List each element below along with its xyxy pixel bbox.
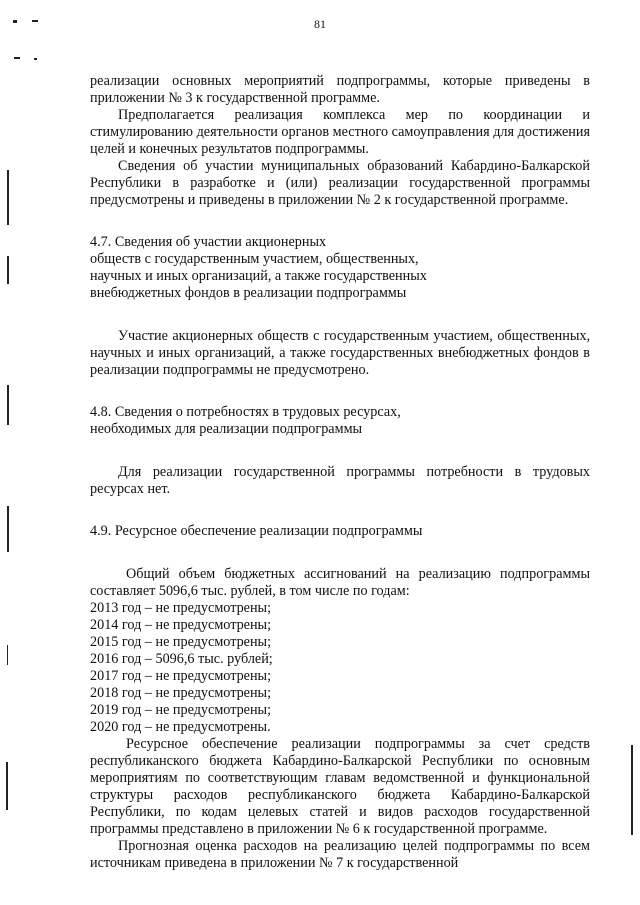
scan-mark — [13, 20, 17, 23]
year-item: 2015 год – не предусмотрены; — [90, 634, 272, 650]
heading-line: 4.7. Сведения об участии акционерных — [90, 234, 327, 250]
scan-mark — [6, 762, 8, 810]
section-4-8-heading — [90, 404, 590, 438]
scan-mark — [631, 745, 633, 835]
heading-line: обществ с государственным участием, общественных, — [90, 251, 419, 267]
year-item: 2016 год – 5096,6 тыс. рублей; — [90, 651, 273, 667]
section-4-8-body: Для реализации государственной программы потребности в трудовых ресурсах нет. — [90, 464, 590, 497]
heading-line: научных и иных организаций, а также государственных — [90, 268, 427, 284]
scan-mark — [7, 256, 9, 284]
document-body — [90, 73, 590, 872]
years-list — [90, 600, 590, 736]
scan-mark — [32, 20, 38, 22]
scan-mark — [7, 645, 8, 665]
paragraph-measures: Предполагается реализация комплекса мер по координации и стимулированию деятельности органов местного самоуправления для достижения целей и конечных результатов подпрограммы. — [90, 107, 590, 157]
year-item: 2020 год – не предусмотрены. — [90, 719, 271, 735]
year-item: 2014 год – не предусмотрены; — [90, 617, 272, 633]
scan-mark — [7, 506, 9, 552]
year-item: 2017 год – не предусмотрены; — [90, 668, 272, 684]
section-4-7-body: Участие акционерных обществ с государственным участием, общественных, научных и иных организаций, а также государственных внебюджетных фондов в реализации подпрограммы не предусмотрено. — [90, 328, 590, 378]
scan-mark — [7, 385, 9, 425]
paragraph-forecast: Прогнозная оценка расходов на реализацию целей подпрограммы по всем источникам приведена в приложении № 7 к государственной — [90, 838, 590, 871]
paragraph-resource: Ресурсное обеспечение реализации подпрограммы за счет средств республиканского бюджета Кабардино-Балкарской Республики по основным мероприятиям по соответствующим главам ведомственной и функциональной структуры расходов республиканского бюджета Кабардино-Балкарской Республики, по кодам целевых статей и видов расходов государственной программы представлено в приложении № 6 к государственной программе. — [90, 736, 590, 837]
section-4-9-body: Общий объем бюджетных ассигнований на реализацию подпрограммы составляет 5096,6 тыс. рублей, в том числе по годам: — [90, 566, 590, 599]
section-4-7-heading — [90, 234, 590, 302]
paragraph-intro: реализации основных мероприятий подпрограммы, которые приведены в приложении № 3 к государственной программе. — [90, 73, 590, 106]
heading-line: внебюджетных фондов в реализации подпрограммы — [90, 285, 407, 301]
scan-mark — [34, 58, 37, 60]
heading-line: необходимых для реализации подпрограммы — [90, 421, 363, 437]
scan-mark — [7, 170, 9, 225]
year-item: 2019 год – не предусмотрены; — [90, 702, 272, 718]
page-number: 81 — [314, 17, 326, 31]
year-item: 2013 год – не предусмотрены; — [90, 600, 272, 616]
year-item: 2018 год – не предусмотрены; — [90, 685, 272, 701]
scan-mark — [14, 57, 20, 59]
section-4-9-heading: 4.9. Ресурсное обеспечение реализации подпрограммы — [90, 523, 423, 539]
paragraph-municipal: Сведения об участии муниципальных образований Кабардино-Балкарской Республики в разработке и (или) реализации государственной программы предусмотрены и приведены в приложении № 2 к государственной программе. — [90, 158, 590, 208]
heading-line: 4.8. Сведения о потребностях в трудовых ресурсах, — [90, 404, 401, 420]
